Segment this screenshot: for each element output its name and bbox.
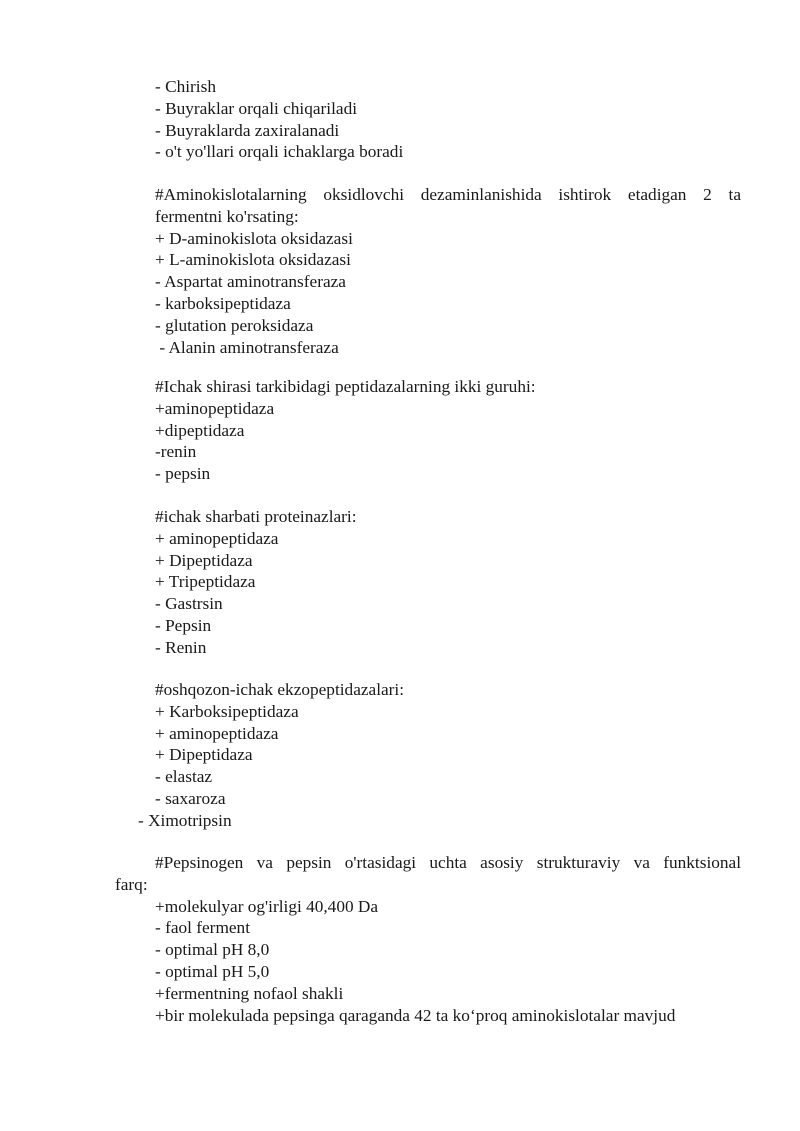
option-line: + L-aminokislota oksidazasi <box>155 250 351 270</box>
question-text-continued: fermentni ko'rsating: <box>155 206 299 226</box>
question-text: #oshqozon-ichak ekzopeptidazalari: <box>155 680 405 699</box>
option-line: - pepsin <box>155 464 211 484</box>
question-block-5 <box>115 852 741 1026</box>
option-line: - Pepsin <box>155 615 212 635</box>
question-text: #Aminokislotalarning oksidlovchi dezaminlanishida ishtirok etadigan 2 ta <box>155 185 741 204</box>
option-line: - Aspartat aminotransferaza <box>155 272 346 292</box>
option-line: +aminopeptidaza <box>155 398 275 418</box>
option-line: +bir molekulada pepsinga qaraganda 42 ta ko‘proq aminokislotalar mavjud <box>155 1005 676 1025</box>
option-line: - Gastrsin <box>155 594 223 614</box>
option-line: - Buyraklarda zaxiralanadi <box>155 120 340 140</box>
option-line: - Ximotripsin <box>138 810 232 830</box>
option-line: - elastaz <box>155 767 213 787</box>
question-block-3 <box>155 506 741 659</box>
option-line: - optimal pH 8,0 <box>155 940 270 960</box>
question-text: #ichak sharbati proteinazlari: <box>155 507 357 526</box>
option-line: - Chirish <box>155 77 216 96</box>
question-block-4 <box>138 679 741 832</box>
option-line: + Karboksipeptidaza <box>155 701 299 721</box>
option-line: - o't yo'llari orqali ichaklarga boradi <box>155 142 404 162</box>
option-line: +dipeptidaza <box>155 420 245 440</box>
question-text-continued: farq: <box>115 874 148 894</box>
option-line: - optimal pH 5,0 <box>155 961 270 981</box>
option-line: - Buyraklar orqali chiqariladi <box>155 98 358 118</box>
option-line: - faol ferment <box>155 918 250 938</box>
option-line: +molekulyar og'irligi 40,400 Da <box>155 896 379 916</box>
option-line: - saxaroza <box>155 788 226 808</box>
option-line: - Renin <box>155 637 207 657</box>
question-block-1 <box>155 184 741 358</box>
question-text: #Ichak shirasi tarkibidagi peptidazalarning ikki guruhi: <box>155 377 536 396</box>
question-text: #Pepsinogen va pepsin o'rtasidagi uchta asosiy strukturaviy va funktsional <box>155 853 741 872</box>
option-line: -renin <box>155 442 197 462</box>
option-line: + D-aminokislota oksidazasi <box>155 228 353 248</box>
option-line: + Dipeptidaza <box>155 745 253 765</box>
question-block-2 <box>155 376 741 485</box>
option-line: + aminopeptidaza <box>155 528 279 548</box>
option-line: - glutation peroksidaza <box>155 315 314 335</box>
option-line: - karboksipeptidaza <box>155 293 291 313</box>
option-line: +fermentning nofaol shakli <box>155 983 344 1003</box>
option-line: + Tripeptidaza <box>155 572 256 592</box>
answer-list-previous <box>155 76 741 163</box>
option-line: + aminopeptidaza <box>155 723 279 743</box>
option-line: + Dipeptidaza <box>155 550 253 570</box>
option-line: - Alanin aminotransferaza <box>155 337 339 357</box>
